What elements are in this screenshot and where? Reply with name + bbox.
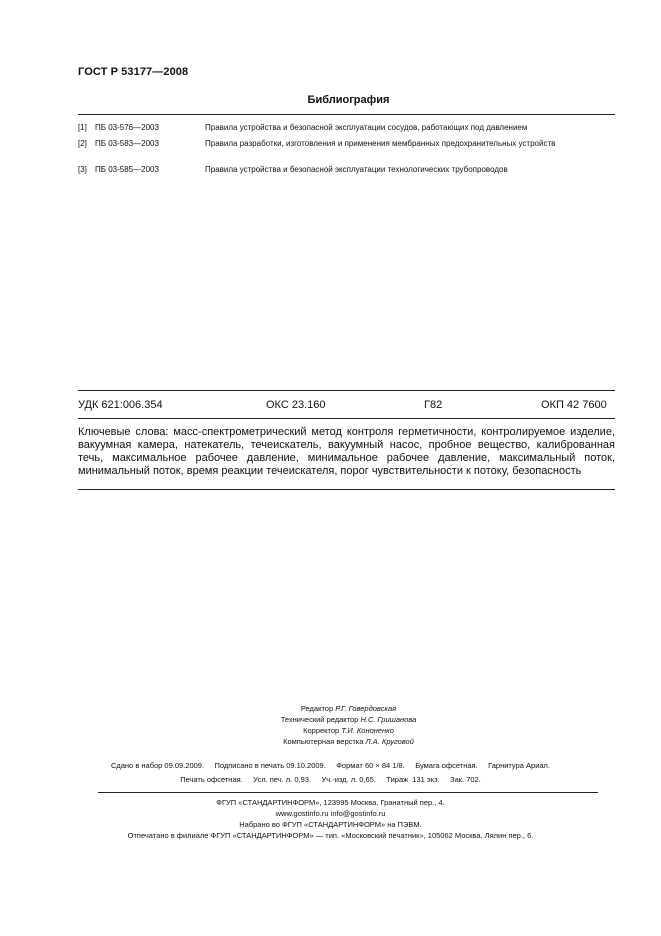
bibliography-entry xyxy=(78,138,615,160)
entry-title: Правила устройства и безопасной эксплуатации сосудов, работающих под давлением xyxy=(205,123,528,132)
udk-code: УДК 621:006.354 xyxy=(78,399,163,411)
entry-title: Правила устройства и безопасной эксплуатации технологических трубопроводов xyxy=(205,165,508,174)
entry-title: Правила разработки, изготовления и применения мембранных предохранительных устройств xyxy=(205,139,556,148)
typesetting-note: Набрано во ФГУП «СТАНДАРТИНФОРМ» на ПЭВМ. xyxy=(239,820,422,829)
publisher-email[interactable]: info@gostinfo.ru xyxy=(330,809,386,818)
classification-bottom-divider xyxy=(78,418,615,419)
credit-editor xyxy=(36,703,661,714)
credit-person: Л.А. Круговой xyxy=(365,737,414,746)
entry-code: ПБ 03-585—2003 xyxy=(95,165,159,174)
entry-code: ПБ 03-583—2003 xyxy=(95,139,159,148)
credit-person: Т.И. Кононенко xyxy=(341,726,394,735)
publisher-contacts xyxy=(0,808,661,819)
editorial-credits xyxy=(0,703,661,747)
credit-proofreader xyxy=(36,725,661,736)
publisher-website[interactable]: www.gostinfo.ru xyxy=(275,809,329,818)
credit-person: Н.С. Гришанова xyxy=(360,715,417,724)
okp-code: ОКП 42 7600 xyxy=(541,399,607,411)
classification-top-divider xyxy=(78,390,615,391)
group-code: Г82 xyxy=(424,399,443,411)
credit-role: Корректор xyxy=(303,726,340,735)
oks-code: ОКС 23.160 xyxy=(266,399,326,411)
bibliography-entry xyxy=(78,164,615,175)
keywords-divider xyxy=(78,489,615,490)
publisher-address: ФГУП «СТАНДАРТИНФОРМ», 123995 Москва, Гранатный пер., 4. xyxy=(216,798,445,807)
publication-details-line1: Сдано в набор 09.09.2009. Подписано в печать 09.10.2009. Формат 60 × 84 1/8. Бумага офсетная. Гарнитура Ариал. xyxy=(110,761,551,770)
entry-number: [1] xyxy=(78,123,87,132)
bibliography-divider xyxy=(78,114,615,115)
credit-layout xyxy=(36,736,661,747)
imprint-divider xyxy=(98,792,598,793)
credit-role: Редактор xyxy=(300,704,334,713)
entry-code: ПБ 03-576—2003 xyxy=(95,123,159,132)
printing-note: Отпечатано в филиале ФГУП «СТАНДАРТИНФОРМ» — тип. «Московский печатник», 105062 Москва, Лялин пер., 6. xyxy=(127,831,534,840)
standard-number: ГОСТ Р 53177—2008 xyxy=(78,66,189,78)
bibliography-title: Библиография xyxy=(307,94,390,106)
publication-details-line2: Печать офсетная. Усл. печ. л. 0,93. Уч.-изд. л. 0,65. Тираж 131 экз. Зак. 702. xyxy=(180,775,481,784)
credit-tech-editor xyxy=(36,714,661,725)
publisher-info xyxy=(0,797,661,841)
keywords-paragraph: Ключевые слова: масс-спектрометрический метод контроля герметичности, контролируемое изделие, вакуумная камера, натекатель, течеискатель, вакуумный насос, пробное вещество, калиброванная течь, максимальное рабочее давление, минимальное рабочее давление, максимальный поток, минимальный поток, время реакции течеискателя, порог чувствительности к потоку, безопасность xyxy=(78,426,615,477)
entry-number: [3] xyxy=(78,165,87,174)
credit-person: Р.Г. Говердовская xyxy=(335,704,397,713)
entry-number: [2] xyxy=(78,139,87,148)
credit-role: Компьютерная верстка xyxy=(283,737,364,746)
bibliography-entry xyxy=(78,122,615,133)
credit-role: Технический редактор xyxy=(280,715,359,724)
